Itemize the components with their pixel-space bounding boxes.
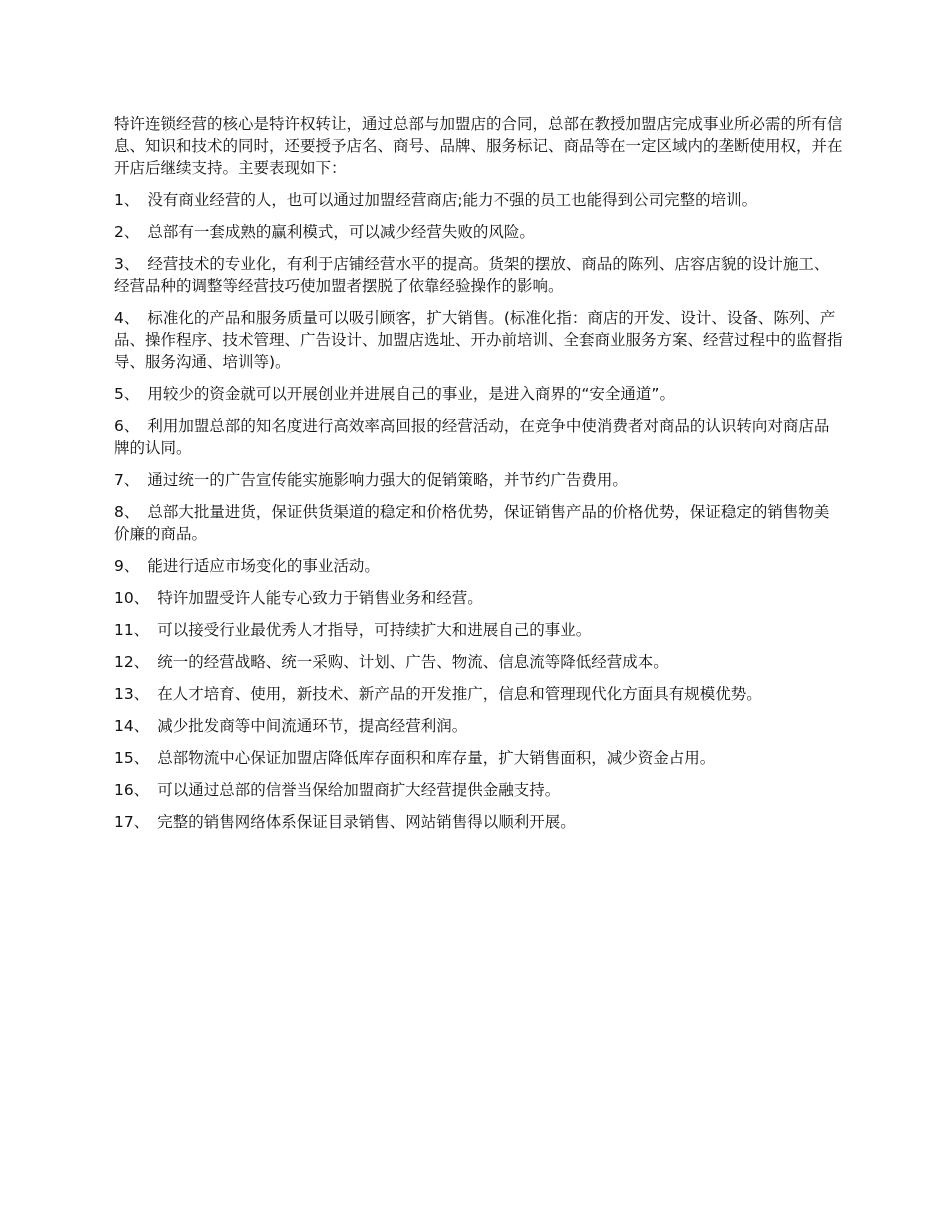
list-item-number: 16、 <box>114 781 150 799</box>
list-item <box>114 683 844 705</box>
list-item <box>114 307 844 373</box>
list-item-text: 能进行适应市场变化的事业活动。 <box>147 557 380 575</box>
list-item-text: 可以接受行业最优秀人才指导，可持续扩大和进展自己的事业。 <box>157 621 592 639</box>
list-item-number: 1、 <box>114 191 140 209</box>
list-item <box>114 651 844 673</box>
list-item <box>114 587 844 609</box>
list-item <box>114 221 844 243</box>
list-item-number: 12、 <box>114 653 150 671</box>
list-item-text: 标准化的产品和服务质量可以吸引顾客，扩大销售。(标准化指：商店的开发、设计、设备、陈列、产品、操作程序、技术管理、广告设计、加盟店选址、开办前培训、全套商业服务方案、经营过程中的监督指导、服务沟通、培训等)。 <box>114 309 843 371</box>
list-item-number: 6、 <box>114 417 140 435</box>
list-item-text: 可以通过总部的信誉当保给加盟商扩大经营提供金融支持。 <box>157 781 561 799</box>
list-item-text: 经营技术的专业化，有利于店铺经营水平的提高。货架的摆放、商品的陈列、店容店貌的设计施工、经营品种的调整等经营技巧使加盟者摆脱了依靠经验操作的影响。 <box>114 255 830 295</box>
list-item <box>114 811 844 833</box>
list-item-text: 特许加盟受许人能专心致力于销售业务和经营。 <box>157 589 483 607</box>
list-item-number: 7、 <box>114 471 140 489</box>
list-item-number: 11、 <box>114 621 150 639</box>
intro-paragraph: 特许连锁经营的核心是特许权转让，通过总部与加盟店的合同，总部在教授加盟店完成事业所必需的所有信息、知识和技术的同时，还要授予店名、商号、品牌、服务标记、商品等在一定区域内的垄断使用权，并在开店后继续支持。主要表现如下： <box>114 115 843 177</box>
list-item-number: 4、 <box>114 309 140 327</box>
list-item-text: 完整的销售网络体系保证目录销售、网站销售得以顺利开展。 <box>157 813 576 831</box>
list-item-number: 8、 <box>114 503 140 521</box>
list-item-text: 总部物流中心保证加盟店降低库存面积和库存量，扩大销售面积，减少资金占用。 <box>157 749 716 767</box>
list-item-text: 没有商业经营的人，也可以通过加盟经营商店;能力不强的员工也能得到公司完整的培训。 <box>147 191 758 209</box>
list-item-number: 10、 <box>114 589 150 607</box>
list-item <box>114 555 844 577</box>
list-item <box>114 715 844 737</box>
list-item <box>114 619 844 641</box>
list-item <box>114 747 844 769</box>
list-item-text: 总部有一套成熟的赢利模式，可以减少经营失败的风险。 <box>147 223 535 241</box>
list-item <box>114 779 844 801</box>
document-body <box>114 113 844 843</box>
list-item-number: 3、 <box>114 255 140 273</box>
list-item <box>114 415 844 459</box>
list-item-text: 在人才培育、使用，新技术、新产品的开发推广，信息和管理现代化方面具有规模优势。 <box>157 685 762 703</box>
list-item-number: 13、 <box>114 685 150 703</box>
list-item-text: 利用加盟总部的知名度进行高效率高回报的经营活动，在竞争中使消费者对商品的认识转向对商店品牌的认同。 <box>114 417 830 457</box>
list-item-text: 通过统一的广告宣传能实施影响力强大的促销策略，并节约广告费用。 <box>147 471 628 489</box>
list-item-number: 14、 <box>114 717 150 735</box>
list-item-text: 统一的经营战略、统一采购、计划、广告、物流、信息流等降低经营成本。 <box>157 653 669 671</box>
list-item-text: 用较少的资金就可以开展创业并进展自己的事业，是进入商界的“安全通道”。 <box>147 385 675 403</box>
list-item-number: 15、 <box>114 749 150 767</box>
list-item-text: 总部大批量进货，保证供货渠道的稳定和价格优势，保证销售产品的价格优势，保证稳定的销售物美价廉的商品。 <box>114 503 830 543</box>
list-item <box>114 253 844 297</box>
list-item <box>114 189 844 211</box>
list-item <box>114 383 844 405</box>
list-item <box>114 469 844 491</box>
list-item-number: 17、 <box>114 813 150 831</box>
list-item-number: 5、 <box>114 385 140 403</box>
list-item-number: 2、 <box>114 223 140 241</box>
list-item-text: 减少批发商等中间流通环节，提高经营利润。 <box>157 717 468 735</box>
list-item <box>114 501 844 545</box>
list-item-number: 9、 <box>114 557 140 575</box>
